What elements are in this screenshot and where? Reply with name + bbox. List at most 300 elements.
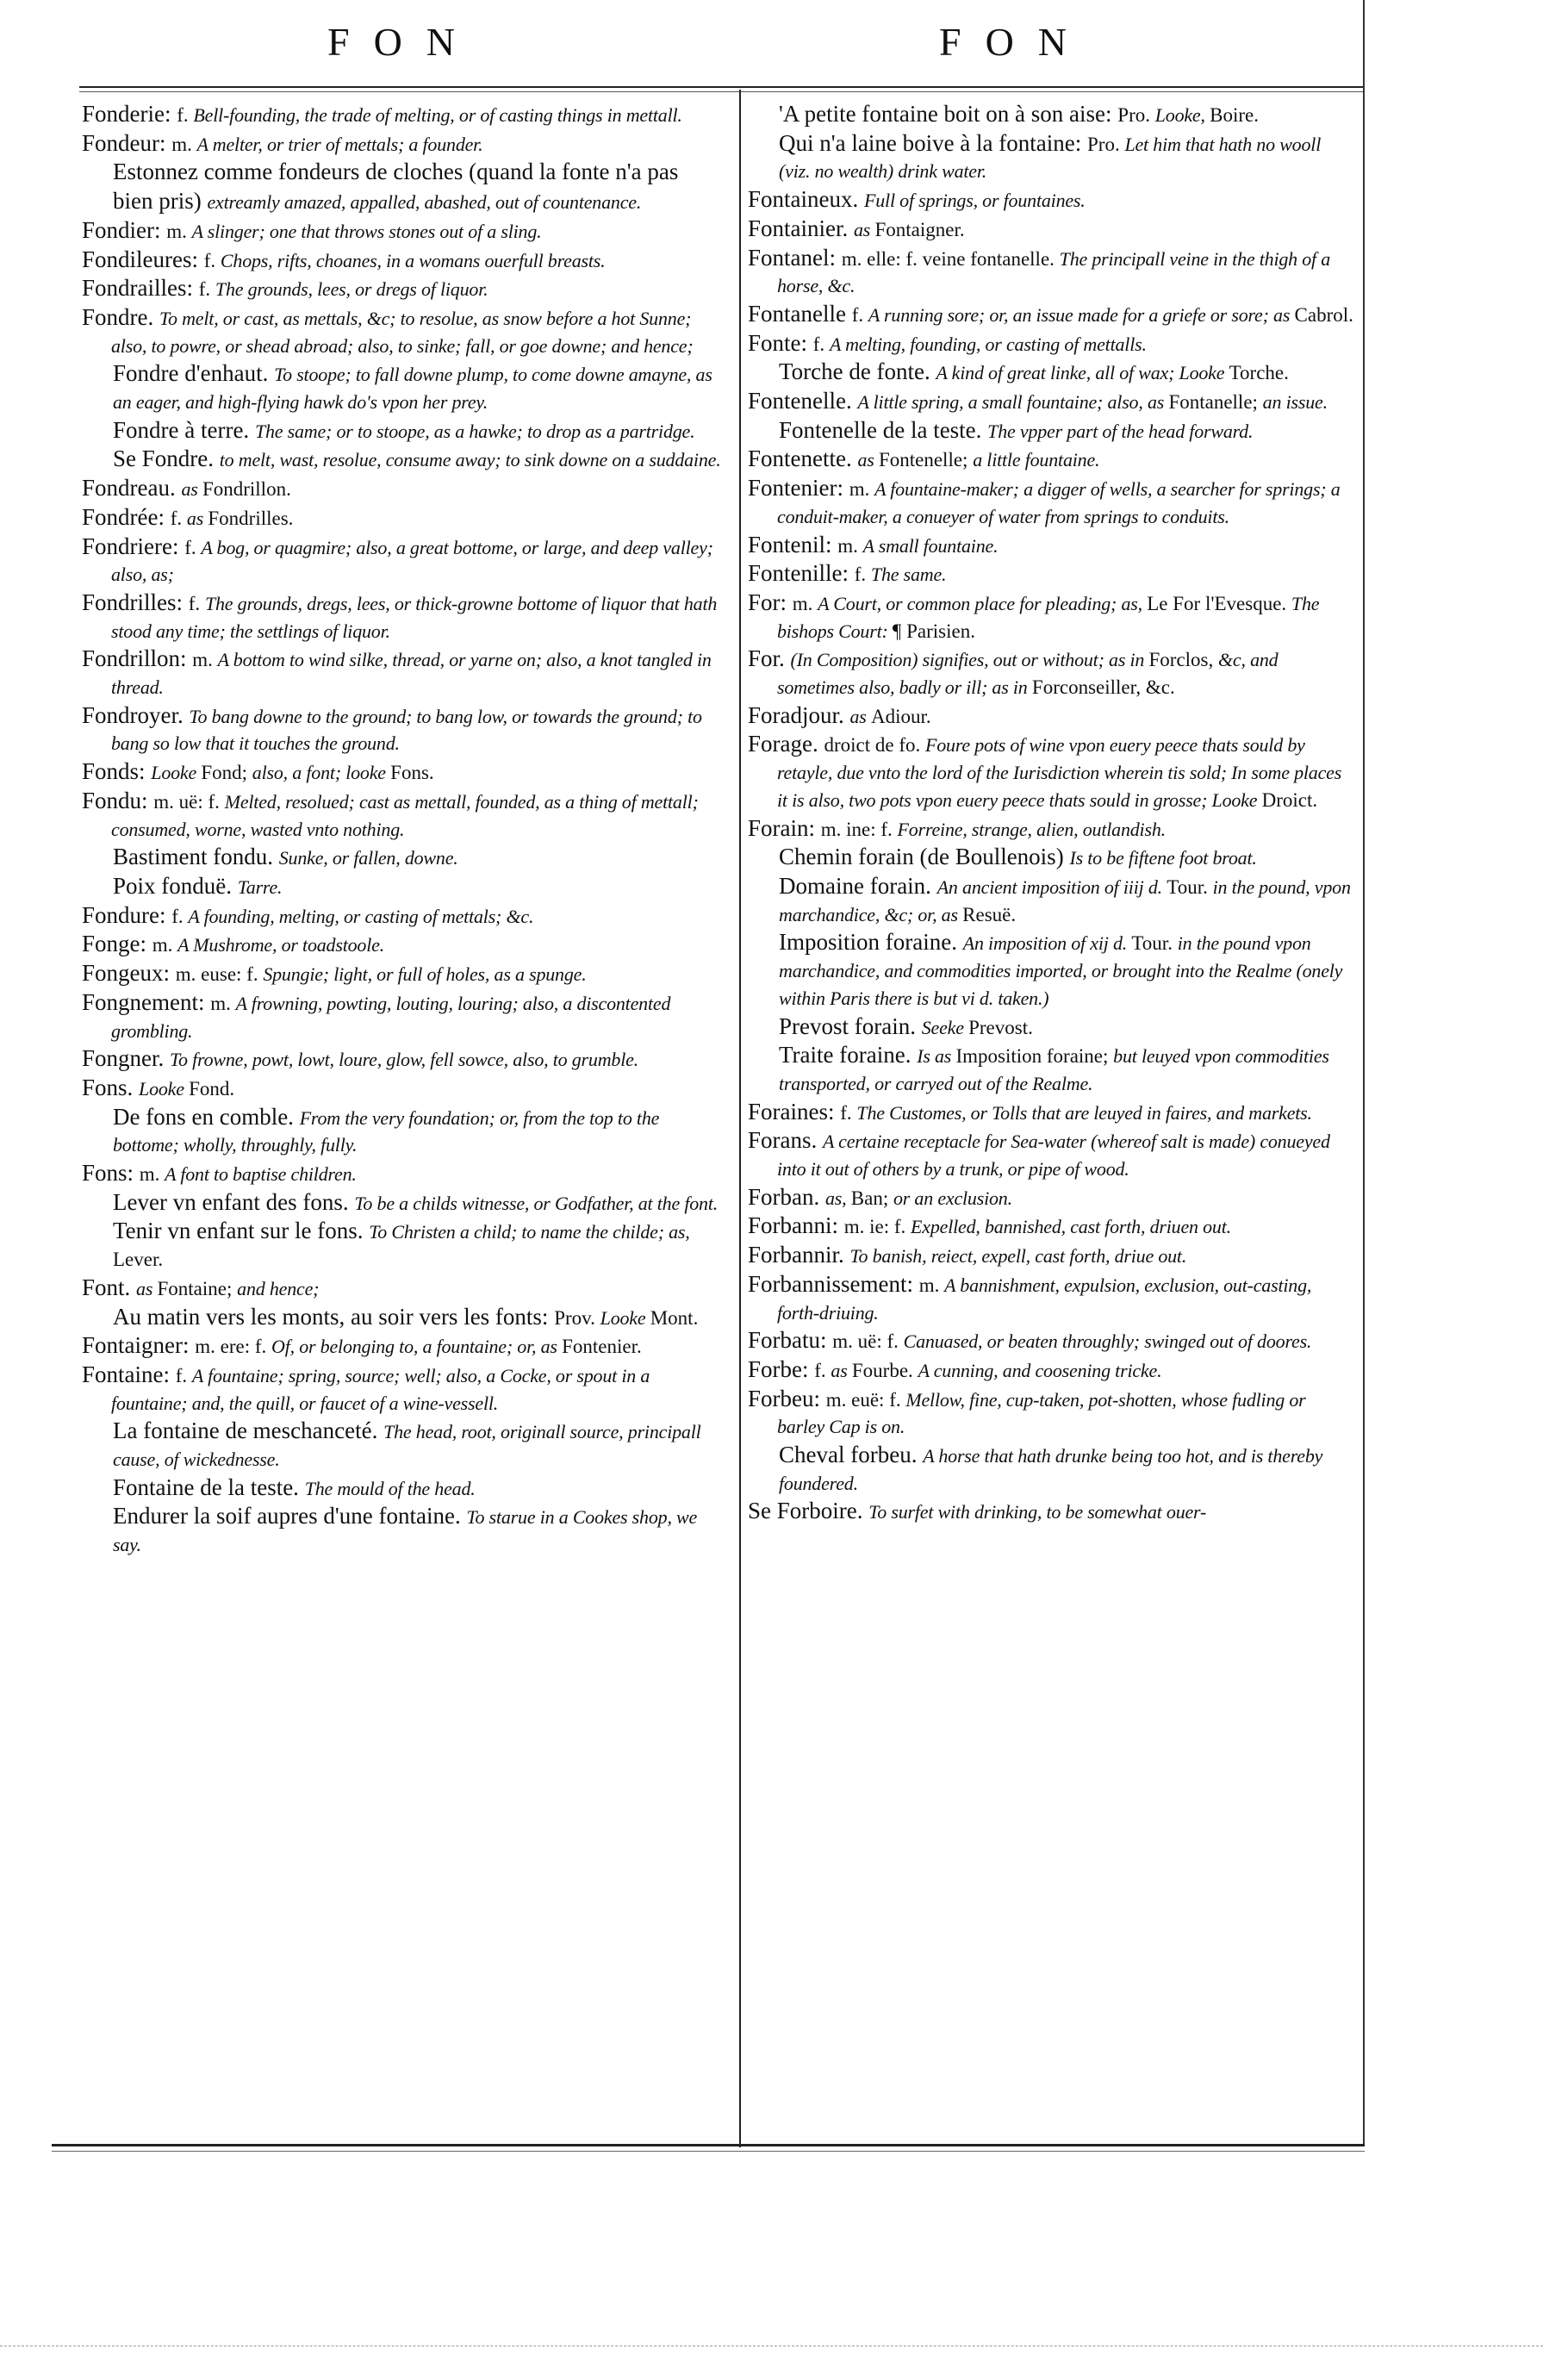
headword: Se Forboire. [748, 1498, 869, 1524]
running-head-left: FON [327, 20, 480, 64]
grammar-text: m. elle: f. veine fontanelle. [841, 247, 1060, 270]
dictionary-entry [82, 305, 724, 361]
definition-text: as [849, 705, 871, 727]
headword: Fontenille: [748, 560, 855, 587]
headword: Forbeu: [748, 1385, 826, 1411]
definition-text: Looke [139, 1077, 190, 1100]
grammar-text: f. [854, 564, 871, 586]
definition-text: A running sore; or, an issue made for a griefe or sore; as [868, 303, 1295, 326]
headword: Cheval forbeu. [779, 1442, 924, 1468]
dictionary-entry [748, 1328, 1355, 1357]
definition-text: Mellow, fine, cup-taken, pot-shotten, whose fudling or barley Cap is on. [777, 1388, 1306, 1438]
definition-text: as [857, 449, 879, 471]
headword: Tenir vn enfant sur le fons. [113, 1218, 370, 1244]
definition-text: The principall veine in the thigh of a horse, &c. [777, 247, 1331, 297]
headword: Fontenelle de la teste. [779, 416, 988, 443]
headword: Foradjour. [748, 701, 850, 728]
grammar-text: Tour. [1167, 875, 1213, 898]
definition-text: The bishops Court: [777, 592, 1320, 642]
grammar-text: Mont. [650, 1306, 699, 1329]
headword: Chemin forain (de Boullenois) [779, 844, 1070, 870]
dictionary-entry [82, 131, 724, 160]
definition-text: The same. [870, 564, 947, 586]
dictionary-entry [82, 102, 724, 131]
definition-text: A melter, or trier of mettals; a founder. [196, 133, 483, 155]
headword: Fondrée: [82, 503, 171, 530]
definition-text: as [831, 1359, 852, 1381]
grammar-text: m. [837, 534, 863, 557]
grammar-text: m. [152, 934, 178, 956]
dictionary-entry [748, 703, 1355, 732]
headword: Qui n'a laine boive à la fontaine: [779, 129, 1087, 156]
definition-text: Looke [600, 1306, 650, 1329]
grammar-text: Boire. [1210, 104, 1259, 126]
bottom-rule [52, 2144, 1365, 2146]
grammar-text: m. [139, 1163, 165, 1186]
grammar-text: Prevost. [968, 1016, 1033, 1038]
grammar-text: Pro. [1087, 133, 1125, 155]
grammar-text: Prov. [554, 1306, 600, 1329]
dictionary-entry [748, 302, 1355, 331]
grammar-text: f. [851, 303, 868, 326]
dictionary-subentry [82, 1190, 724, 1219]
headword: Forage. [748, 731, 824, 757]
grammar-text: Fond; [201, 762, 252, 784]
definition-text: To be a childs witnesse, or Godfather, at the font. [354, 1192, 719, 1214]
dictionary-entry [82, 990, 724, 1046]
dictionary-subentry [82, 446, 724, 476]
definition-text: A frowning, powting, louting, louring; also, a discontented grombling. [111, 992, 671, 1042]
grammar-text: Fondrillon. [202, 478, 291, 501]
headword: Fondre d'enhaut. [113, 360, 275, 387]
dictionary-entry [748, 1243, 1355, 1272]
grammar-text: m. ere: f. [195, 1336, 271, 1358]
definition-text: From the very foundation; or, from the top to the bottome; wholly, throughly, fully. [113, 1106, 660, 1156]
grammar-text: Forclos, [1148, 649, 1218, 671]
headword: De fons en comble. [113, 1103, 300, 1130]
headword: Fondrilles: [82, 589, 189, 615]
grammar-text: Cabrol. [1294, 303, 1353, 326]
dictionary-entry [82, 218, 724, 247]
headword: Fonge: [82, 931, 152, 957]
dictionary-subentry [82, 159, 724, 217]
top-rule-thin [79, 91, 1365, 92]
definition-text: A font to baptise children. [165, 1163, 357, 1186]
definition-text: A fountaine; spring, source; well; also, a Cocke, or spout in a fountaine; and, the quill, or faucet of a wine-vessell. [111, 1364, 650, 1414]
dictionary-entry [748, 446, 1355, 476]
grammar-text: Droict. [1261, 788, 1318, 811]
grammar-text: m. [171, 133, 197, 155]
dictionary-subentry [748, 418, 1355, 447]
dictionary-entry [82, 703, 724, 759]
dictionary-entry [82, 903, 724, 932]
grammar-text: Lever. [113, 1249, 164, 1271]
definition-text: in the pound vpon marchandice, and commodities imported, or brought into the Realme (onely within Paris there is but vi d. taken.) [779, 932, 1343, 1009]
dictionary-subentry [82, 1475, 724, 1505]
dictionary-subentry [82, 1305, 724, 1334]
dictionary-entry [82, 534, 724, 590]
headword: Torche de fonte. [779, 358, 936, 385]
headword: Fontaigner: [82, 1332, 196, 1359]
dictionary-subentry [748, 1014, 1355, 1044]
dictionary-entry [82, 590, 724, 646]
dictionary-subentry [748, 1043, 1355, 1099]
definition-text: An ancient imposition of iiij d. [936, 875, 1167, 898]
headword: Fonds: [82, 758, 152, 785]
headword: 'A petite fontaine boit on à son aise: [779, 101, 1118, 127]
headword: Endurer la soif aupres d'une fontaine. [113, 1503, 467, 1530]
grammar-text: m. [210, 992, 236, 1014]
definition-text: A melting, founding, or casting of mettalls. [829, 333, 1147, 355]
headword: Fontainier. [748, 215, 854, 241]
definition-text: Looke, [1154, 104, 1210, 126]
headword: Imposition foraine. [779, 929, 963, 956]
dictionary-entry [748, 1185, 1355, 1214]
grammar-text: f. [177, 104, 194, 126]
definition-text: A little spring, a small fountaine; also, as [857, 391, 1169, 414]
headword: Forbe: [748, 1355, 815, 1382]
dictionary-entry [82, 1362, 724, 1418]
definition-text: To Christen a child; to name the childe; as, [369, 1221, 690, 1243]
dictionary-subentry [82, 1105, 724, 1161]
dictionary-subentry [748, 874, 1355, 930]
headword: Au matin vers les monts, au soir vers les fonts: [113, 1303, 555, 1330]
definition-text: as [181, 478, 202, 501]
dictionary-entry [748, 816, 1355, 845]
definition-text: Looke [151, 762, 202, 784]
headword: Fontaine: [82, 1361, 176, 1387]
headword: Fondrillon: [82, 645, 193, 672]
left-column [82, 102, 724, 1561]
definition-text: a little fountaine. [973, 449, 1100, 471]
headword: Forbatu: [748, 1327, 833, 1354]
definition-text: A kind of great linke, all of wax; Looke [936, 362, 1229, 384]
headword: Poix fonduë. [113, 872, 238, 899]
definition-text: as [854, 218, 875, 240]
definition-text: To melt, or cast, as mettals, &c; to resolue, as snow before a hot Sunne; also, to powre, or shead abroad; also, to sinke; fall, or goe downe; and hence; [111, 307, 694, 357]
definition-text: A founding, melting, or casting of mettals; &c. [188, 905, 534, 927]
grammar-text: ¶ Parisien. [892, 620, 975, 642]
dictionary-subentry [82, 874, 724, 903]
dictionary-entry [748, 331, 1355, 360]
definition-text: Full of springs, or fountaines. [864, 190, 1086, 212]
definition-text: as [186, 507, 208, 529]
definition-text: and hence; [237, 1277, 320, 1299]
right-column [748, 102, 1355, 1528]
headword: For. [748, 645, 791, 672]
grammar-text: m. uë: f. [832, 1330, 904, 1353]
definition-text: as [136, 1277, 158, 1299]
headword: Foraines: [748, 1098, 841, 1125]
grammar-text: f. [188, 592, 205, 614]
headword: Estonnez comme fondeurs de cloches (quand la fonte n'a pas bien pris) [113, 159, 679, 215]
headword: Lever vn enfant des fons. [113, 1188, 355, 1215]
definition-text: Canuased, or beaten throughly; swinged out of doores. [903, 1330, 1312, 1353]
dictionary-subentry [748, 131, 1355, 187]
dictionary-entry [748, 646, 1355, 702]
grammar-text: Forconseiller, &c. [1031, 676, 1175, 699]
dictionary-subentry [748, 359, 1355, 389]
headword: Forans. [748, 1127, 823, 1154]
definition-text: Melted, resolued; cast as mettall, founded, as a thing of mettall; consumed, worne, wasted vnto nothing. [111, 790, 699, 840]
dictionary-subentry [82, 1418, 724, 1474]
dictionary-entry [748, 1386, 1355, 1442]
grammar-text: m. [918, 1274, 945, 1296]
definition-text: Foure pots of wine vpon euery peece thats sould by retayle, due vnto the lord of the Iurisdiction wherein tis sold; In some places it is also, two pots vpon euery peece thats sould in grosse; Looke [777, 734, 1342, 811]
definition-text: To banish, reiect, expell, cast forth, driue out. [849, 1245, 1187, 1268]
dictionary-entry [82, 1275, 724, 1305]
dictionary-entry [748, 389, 1355, 418]
grammar-text: m. [166, 220, 192, 242]
headword: Forbanni: [748, 1212, 844, 1239]
definition-text: To stoope; to fall downe plump, to come downe amayne, as an eager, and high-flying hawk do's vpon her prey. [113, 364, 712, 414]
headword: Traite foraine. [779, 1042, 918, 1069]
dictionary-entry [748, 1357, 1355, 1386]
definition-text: The mould of the head. [304, 1477, 476, 1499]
headword: Fontanelle [748, 300, 852, 327]
dictionary-entry [82, 646, 724, 702]
definition-text: The Customes, or Tolls that are leuyed in faires, and markets. [856, 1101, 1312, 1124]
dictionary-subentry [82, 361, 724, 417]
grammar-text: f. [170, 507, 187, 529]
dictionary-entry [748, 246, 1355, 302]
dictionary-entry [82, 931, 724, 961]
dictionary-entry [82, 759, 724, 788]
dictionary-entry [82, 276, 724, 305]
definition-text: A cunning, and coosening tricke. [918, 1359, 1162, 1381]
definition-text: A certaine receptacle for Sea-water (whereof salt is made) conueyed into it out of others by a trunk, or pipe of wood. [777, 1131, 1330, 1181]
grammar-text: m. euë: f. [825, 1388, 906, 1411]
grammar-text: f. [171, 905, 189, 927]
right-frame-rule [1363, 0, 1365, 2146]
headword: Se Fondre. [113, 445, 220, 472]
headword: Domaine forain. [779, 872, 937, 899]
grammar-text: Tour. [1131, 932, 1178, 955]
grammar-text: m. ine: f. [820, 818, 898, 840]
definition-text: A bannishment, expulsion, exclusion, out-casting, forth-driuing. [777, 1274, 1312, 1324]
grammar-text: droict de fo. [824, 734, 925, 757]
dictionary-entry [748, 187, 1355, 216]
definition-text: To starue in a Cookes shop, we say. [113, 1506, 698, 1556]
definition-text: The head, root, originall source, principall cause, of wickednesse. [113, 1421, 701, 1471]
headword: Fongnement: [82, 988, 211, 1015]
definition-text: (In Composition) signifies, out or without; as in [790, 649, 1149, 671]
definition-text: an issue. [1262, 391, 1328, 414]
dictionary-subentry [82, 418, 724, 447]
headword: Fons. [82, 1074, 140, 1100]
headword: Fonderie: [82, 101, 177, 127]
grammar-text: Adiour. [870, 705, 931, 727]
definition-text: Expelled, bannished, cast forth, driuen out. [911, 1216, 1231, 1238]
definition-text: A horse that hath drunke being too hot, and is thereby foundered. [779, 1445, 1323, 1494]
grammar-text: m. [849, 478, 875, 501]
dictionary-subentry [82, 844, 724, 874]
definition-text: &c, and sometimes also, badly or ill; as in [777, 649, 1279, 699]
headword: Fongner. [82, 1045, 171, 1072]
headword: Fontaineux. [748, 186, 864, 213]
headword: Fondriere: [82, 533, 185, 559]
definition-text: The grounds, dregs, lees, or thick-growne bottome of liquor that hath stood any time; the settlings of liquor. [111, 592, 718, 642]
grammar-text: Fontaigner. [874, 218, 965, 240]
definition-text: Is to be fiftene foot broat. [1069, 847, 1257, 869]
dictionary-subentry [82, 1504, 724, 1560]
definition-text: A bottom to wind silke, thread, or yarne on; also, a knot tangled in thread. [111, 649, 712, 699]
grammar-text: Imposition foraine; [955, 1045, 1114, 1068]
headword: Fontenelle. [748, 388, 858, 414]
headword: For: [748, 589, 793, 615]
definition-text: Let him that hath no wooll (viz. no wealth) drink water. [779, 133, 1322, 183]
headword: Fondreau. [82, 475, 182, 502]
headword: Forbannissement: [748, 1270, 919, 1297]
top-rule [79, 86, 1365, 88]
headword: Fontaine de la teste. [113, 1473, 305, 1500]
headword: Fondroyer. [82, 701, 190, 728]
definition-text: Spungie; light, or full of holes, as a spunge. [263, 963, 587, 986]
definition-text: Sunke, or fallen, downe. [278, 847, 458, 869]
headword: Fondu: [82, 787, 154, 813]
dictionary-entry [748, 1272, 1355, 1328]
headword: Fondileures: [82, 246, 204, 272]
definition-text: Forreine, strange, alien, outlandish. [897, 818, 1166, 840]
grammar-text: m. euse: f. [175, 963, 264, 986]
definition-text: Tarre. [237, 875, 283, 898]
definition-text: to melt, wast, resolue, consume away; to sink downe on a suddaine. [219, 449, 721, 471]
definition-text: The grounds, lees, or dregs of liquor. [215, 278, 488, 301]
dictionary-entry [82, 476, 724, 505]
headword: Fondre à terre. [113, 416, 255, 443]
definition-text: extreamly amazed, appalled, abashed, out of countenance. [207, 191, 642, 214]
dictionary-entry [748, 590, 1355, 646]
dictionary-entry [82, 1075, 724, 1105]
dictionary-entry [82, 1161, 724, 1190]
grammar-text: Fourbe. [851, 1359, 918, 1381]
definition-text: Is as [917, 1045, 956, 1068]
grammar-text: f. [814, 1359, 831, 1381]
definition-text: A fountaine-maker; a digger of wells, a searcher for springs; a conduit-maker, a conueyer of water from springs to conduits. [777, 478, 1341, 527]
headword: Fondre. [82, 303, 159, 330]
headword: Forain: [748, 814, 821, 841]
grammar-text: Fons. [390, 762, 434, 784]
dictionary-entry [748, 476, 1355, 532]
dictionary-entry [82, 1046, 724, 1075]
headword: Fondier: [82, 216, 167, 243]
dictionary-entry [748, 732, 1355, 815]
dictionary-subentry [748, 102, 1355, 131]
grammar-text: Resuë. [962, 903, 1017, 925]
dictionary-entry [748, 1100, 1355, 1129]
headword: Prevost forain. [779, 1012, 922, 1039]
headword: La fontaine de meschanceté. [113, 1417, 384, 1444]
grammar-text: f. [840, 1101, 857, 1124]
definition-text: Seeke [921, 1016, 969, 1038]
definition-text: also, a font; looke [252, 762, 391, 784]
headword: Fondeur: [82, 129, 172, 156]
definition-text: To surfet with drinking, to be somewhat ouer- [868, 1501, 1207, 1523]
dictionary-subentry [748, 930, 1355, 1013]
definition-text: An imposition of xij d. [962, 932, 1132, 955]
headword: Forbannir. [748, 1242, 850, 1268]
headword: Fontenier: [748, 475, 849, 502]
definition-text: but leuyed vpon commodities transported, or carryed out of the Realme. [779, 1045, 1329, 1094]
headword: Bastiment fondu. [113, 844, 279, 870]
dictionary-entry [82, 961, 724, 990]
headword: Fontenil: [748, 531, 838, 558]
definition-text: Chops, rifts, choanes, in a womans ouerfull breasts. [220, 249, 606, 271]
definition-text: A slinger; one that throws stones out of a sling. [191, 220, 542, 242]
headword: Fondrailles: [82, 275, 199, 302]
grammar-text: Pro. [1117, 104, 1155, 126]
headword: Fondure: [82, 901, 172, 928]
grammar-text: f. [184, 536, 202, 558]
running-head-right: FON [939, 20, 1092, 64]
definition-text: in the pound, vpon marchandice, &c; or, as [779, 875, 1351, 925]
headword: Forban. [748, 1183, 825, 1210]
definition-text: To bang downe to the ground; to bang low, or towards the ground; to bang so low that it touches the ground. [111, 705, 702, 755]
dictionary-entry [82, 247, 724, 277]
headword: Font. [82, 1274, 137, 1300]
dictionary-subentry [748, 1442, 1355, 1498]
definition-text: or an exclusion. [893, 1187, 1012, 1209]
dictionary-subentry [748, 844, 1355, 874]
headword: Fontenette. [748, 445, 858, 472]
dictionary-entry [748, 1128, 1355, 1184]
bottom-rule-thin [52, 2151, 1365, 2152]
headword: Fonte: [748, 329, 813, 356]
definition-text: A small fountaine. [862, 534, 999, 557]
column-divider [739, 90, 741, 2147]
definition-text: The vpper part of the head forward. [987, 420, 1254, 442]
grammar-text: Fontenelle; [878, 449, 974, 471]
grammar-text: m. uë: f. [153, 790, 225, 813]
grammar-text: f. [175, 1364, 192, 1386]
definition-text: Bell-founding, the trade of melting, or of casting things in mettall. [193, 104, 682, 126]
headword: Fons: [82, 1160, 140, 1187]
grammar-text: Ban; [850, 1187, 893, 1209]
dictionary-entry [748, 216, 1355, 246]
headword: Fongeux: [82, 960, 176, 987]
dictionary-entry [82, 788, 724, 844]
definition-text: To frowne, powt, lowt, loure, glow, fell sowce, also, to grumble. [170, 1049, 638, 1071]
grammar-text: f. [203, 249, 221, 271]
grammar-text: Fond. [189, 1077, 235, 1100]
definition-text: A Mushrome, or toadstoole. [177, 934, 385, 956]
dictionary-entry [82, 505, 724, 534]
dictionary-subentry [82, 1218, 724, 1274]
headword: Fontanel: [748, 244, 842, 271]
definition-text: A Court, or common place for pleading; as, [818, 592, 1148, 614]
grammar-text: Torche. [1229, 362, 1289, 384]
grammar-text: m. [792, 592, 818, 614]
grammar-text: Fontenier. [562, 1336, 642, 1358]
grammar-text: Fontaine; [157, 1277, 238, 1299]
dictionary-entry [748, 1498, 1355, 1528]
grammar-text: m. [192, 649, 218, 671]
dictionary-entry [748, 1213, 1355, 1243]
dictionary-entry [82, 1333, 724, 1362]
grammar-text: f. [198, 278, 215, 301]
grammar-text: m. ie: f. [843, 1216, 911, 1238]
dictionary-entry [748, 533, 1355, 562]
definition-text: as, [825, 1187, 851, 1209]
grammar-text: Fondrilles. [208, 507, 294, 529]
dictionary-entry [748, 561, 1355, 590]
grammar-text: Le For l'Evesque. [1147, 592, 1291, 614]
grammar-text: f. [812, 333, 830, 355]
definition-text: The same; or to stoope, as a hawke; to drop as a partridge. [254, 420, 695, 442]
definition-text: Of, or belonging to, a fountaine; or, as [271, 1336, 563, 1358]
grammar-text: Fontanelle; [1168, 391, 1263, 414]
definition-text: A bog, or quagmire; also, a great bottome, or large, and deep valley; also, as; [111, 536, 713, 586]
